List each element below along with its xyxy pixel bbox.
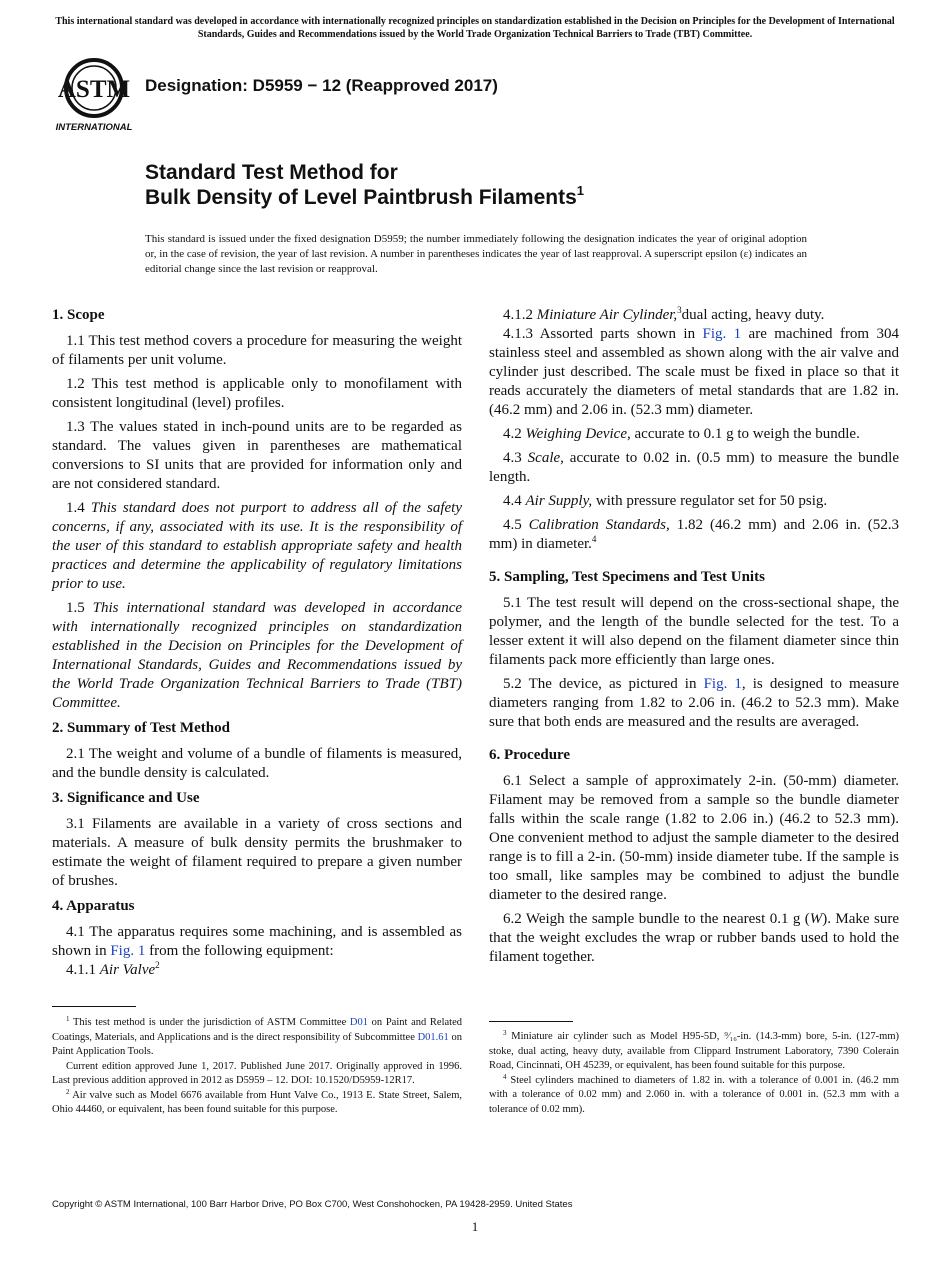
para-5-2-text-a: 5.2 The device, as pictured in: [503, 676, 704, 692]
para-4-1-1-name: Air Valve: [99, 962, 156, 978]
right-column: [489, 306, 899, 972]
logo-subtext: INTERNATIONAL: [55, 122, 133, 132]
footnote-1: [52, 1016, 462, 1060]
title-line-1: Standard Test Method for: [145, 161, 398, 184]
para-4-4-number: 4.4: [503, 493, 526, 509]
para-4-5-number: 4.5: [503, 517, 529, 533]
para-1-5: [52, 599, 462, 713]
section-heading-apparatus: 4. Apparatus: [52, 898, 135, 914]
footnote-2: [52, 1089, 462, 1118]
para-6-2-text-b: ). Make sure that the weight excludes the wrap or rubber bands used to hold the filament together.: [489, 911, 899, 965]
footnote-1-text-b: on Paint and Related Coatings, Materials, and Applications and is the direct responsibility of Subcommittee: [52, 1017, 462, 1043]
para-4-1-text-b: from the following equipment:: [145, 943, 334, 959]
left-column: [52, 306, 462, 980]
document-title: [145, 160, 584, 210]
footnote-4-text: Steel cylinders machined to diameters of 1.82 in. with a tolerance of 0.001 in. (46.2 mm with a tolerance of 0.02 mm) and 2.060 in. with a tolerance of 0.001 in. (52.3 mm with a tolerance of 0.02 mm).: [489, 1074, 899, 1115]
para-4-1-text-a: 4.1 The apparatus requires some machining, and is assembled as shown in: [52, 924, 462, 959]
para-4-1: [52, 923, 462, 961]
para-6-1: 6.1 Select a sample of approximately 2-in. (50-mm) diameter. Filament may be removed from a sample so the bundle diameter falls within the scale range (1.82 to 2.06 in.) (46.2 to 52.3 mm). One convenient method to adjust the sample diameter to the desired range is to fill a 2-in. (50-mm) inside diameter tube. If the sample is too small, like samples may be combined to adjust the bundle diameter to the desired range.: [489, 773, 899, 903]
para-4-2: [489, 425, 899, 444]
para-4-1-2-text: dual acting, heavy duty.: [681, 307, 825, 323]
footnote-ref-2[interactable]: 2: [155, 960, 160, 970]
international-standard-notice: This international standard was developed in accordance with internationally recognized principles on standardization established in the Decision on Principles for the Development of International Standards, Guides and Recommendations issued by the World Trade Organization Technical Barriers to Trade (TBT) Committee.: [55, 16, 895, 40]
footnote-ref-4[interactable]: 4: [591, 534, 597, 544]
footnote-2-text: Air valve such as Model 6676 available from Hunt Valve Co., 1913 E. State Street, Salem, Ohio 44460, or equivalent, has been found suitable for this purpose.: [52, 1089, 462, 1115]
para-2-1: 2.1 The weight and volume of a bundle of filaments is measured, and the bundle density is calculated.: [52, 746, 462, 781]
para-4-1-1-number: 4.1.1: [66, 962, 100, 978]
para-1-5-number: 1.5: [66, 600, 93, 616]
para-4-4-name: Air Supply,: [525, 493, 593, 509]
para-4-1-2-number: 4.1.2: [503, 307, 537, 323]
section-heading-summary: 2. Summary of Test Method: [52, 720, 230, 736]
footnote-3: [489, 1030, 899, 1074]
footnotes-right: [489, 1030, 899, 1117]
footnote-2-marker: 2: [66, 1087, 70, 1096]
para-4-3: [489, 449, 899, 487]
designation: Designation: D5959 − 12 (Reapproved 2017): [145, 76, 498, 95]
para-1-4-text: This standard does not purport to address all of the safety concerns, if any, associated with its use. It is the responsibility of the user of this standard to establish appropriate safety and health practices and determine the applicability of regulatory limitations prior to use.: [52, 500, 463, 592]
para-4-1-2: [489, 306, 899, 325]
section-heading-significance: 3. Significance and Use: [52, 790, 200, 806]
title-footnote-ref[interactable]: 1: [576, 183, 584, 198]
para-1-5-text: This international standard was developed in accordance with internationally recognized principles on standardization established in the Decision on Principles for the Development of International Standards, Guides and Recommendations issued by the World Trade Organization Technical Barriers to Trade (TBT) Committee.: [52, 600, 463, 711]
footnote-ref-3[interactable]: 3: [677, 305, 682, 315]
para-4-5: [489, 516, 899, 554]
logo-text: ASTM: [57, 76, 131, 103]
para-4-1-2-name: Miniature Air Cylinder,: [536, 307, 678, 323]
para-1-3: 1.3 The values stated in inch-pound units are to be regarded as standard. The values given in parentheses are mathematical conversions to SI units that are provided for information only and are not considered standard.: [52, 419, 462, 492]
para-5-1: 5.1 The test result will depend on the cross-sectional shape, the polymer, and the length of the bundle selected for the test. To a lesser extent it will also depend on the filament diameter since thin filaments pack more efficiently than large ones.: [489, 595, 899, 668]
para-6-2: [489, 910, 899, 967]
fig-1-link[interactable]: Fig. 1: [702, 326, 742, 342]
para-4-3-text: accurate to 0.02 in. (0.5 mm) to measure the bundle length.: [489, 450, 900, 485]
para-4-4: [489, 492, 899, 511]
footnote-3-text: Miniature air cylinder such as Model H95-5D, ⁹⁄₁₆-in. (14.3-mm) bore, 5-in. (127-mm) stoke, dual acting, heavy duty, available from Clippard Instrument Laboratory, 7390 Colerain Road, Cincinnati, OH 45239, or equivalent, has been found suitable for this purpose.: [489, 1031, 899, 1071]
para-4-4-text: with pressure regulator set for 50 psig.: [592, 493, 828, 509]
footnote-1-text-a: This test method is under the jurisdiction of ASTM Committee: [69, 1017, 350, 1028]
para-4-1-3-text-a: 4.1.3 Assorted parts shown in: [503, 326, 703, 342]
footnote-3-marker: 3: [503, 1029, 507, 1037]
page-number: 1: [471, 1219, 479, 1234]
section-heading-sampling: 5. Sampling, Test Specimens and Test Units: [489, 569, 765, 585]
para-1-4-number: 1.4: [66, 500, 91, 516]
footnotes-left: [52, 1016, 462, 1118]
para-4-1-3-text-b: are machined from 304 stainless steel and assembled as shown along with the air valve and cylinder just described. The scale must be fixed in place so that it reads accurately the diameters of metal standards that are 1.82 in. (46.2 mm) and 2.06 in. (52.3 mm) diameter.: [489, 326, 899, 418]
para-5-2: [489, 675, 899, 732]
para-3-1: 3.1 Filaments are available in a variety of cross sections and materials. A measure of bulk density permits the brushmaker to estimate the weight of filament required to prepare a given number of brushes.: [52, 816, 462, 889]
para-4-3-name: Scale,: [527, 450, 564, 466]
copyright-line: Copyright © ASTM International, 100 Barr Harbor Drive, PO Box C700, West Conshohocken, PA 19428-2959. United States: [52, 1199, 573, 1210]
title-main: Bulk Density of Level Paintbrush Filaments: [145, 186, 577, 209]
section-heading-scope: 1. Scope: [52, 307, 105, 323]
fig-1-link[interactable]: Fig. 1: [703, 676, 742, 692]
standard-designation-note: This standard is issued under the fixed designation D5959; the number immediately following the designation indicates the year of original adoption or, in the case of revision, the year of last revision. A number in parentheses indicates the year of last reapproval. A superscript epsilon (ε) indicates an editorial change since the last revision or reapproval.: [145, 233, 807, 275]
para-1-1: 1.1 This test method covers a procedure for measuring the weight of filaments per unit volume.: [52, 333, 462, 368]
committee-d01-link[interactable]: D01: [349, 1017, 369, 1028]
para-4-5-text: 1.82 (46.2 mm) and 2.06 in. (52.3 mm) in diameter.: [489, 517, 899, 552]
footnote-rule-right: [489, 1021, 573, 1022]
fig-1-link[interactable]: Fig. 1: [110, 943, 146, 959]
para-4-3-number: 4.3: [503, 450, 528, 466]
footnote-1-marker: 1: [66, 1015, 70, 1023]
para-1-4: [52, 499, 462, 594]
footnote-1-edition: Current edition approved June 1, 2017. Published June 2017. Originally approved in 1996. Last previous addition approved in 2012 as D5959 – 12. DOI: 10.1520/D5959-12R17.: [52, 1060, 462, 1086]
astm-logo-graphic: [54, 56, 134, 132]
para-4-1-1: [52, 961, 462, 980]
footnote-4: [489, 1074, 899, 1118]
footnote-1-text-c: on Paint Application Tools.: [52, 1031, 462, 1057]
section-heading-procedure: 6. Procedure: [489, 747, 571, 763]
astm-logo: [54, 56, 134, 132]
para-4-2-text: accurate to 0.1 g to weigh the bundle.: [630, 426, 860, 442]
para-1-2: 1.2 This test method is applicable only to monofilament with consistent longitudinal (level) profiles.: [52, 376, 462, 411]
para-4-2-name: Weighing Device,: [525, 426, 631, 442]
footnote-rule-left: [52, 1006, 136, 1007]
title-line-2: [145, 185, 584, 210]
para-6-2-variable: W: [809, 911, 823, 927]
para-4-1-3: [489, 325, 899, 420]
footnote-4-marker: 4: [503, 1072, 507, 1081]
para-4-5-name: Calibration Standards,: [528, 517, 670, 533]
para-5-2-text-b: , is designed to measure diameters ranging from 1.82 to 2.06 in. (46.2 to 52.3 mm). Make sure that both ends are measured and the results are averaged.: [489, 676, 900, 730]
subcommittee-d01-61-link[interactable]: D01.61: [417, 1031, 449, 1043]
para-6-2-text-a: 6.2 Weigh the sample bundle to the nearest 0.1 g (: [503, 911, 810, 927]
para-4-2-number: 4.2: [503, 426, 526, 442]
